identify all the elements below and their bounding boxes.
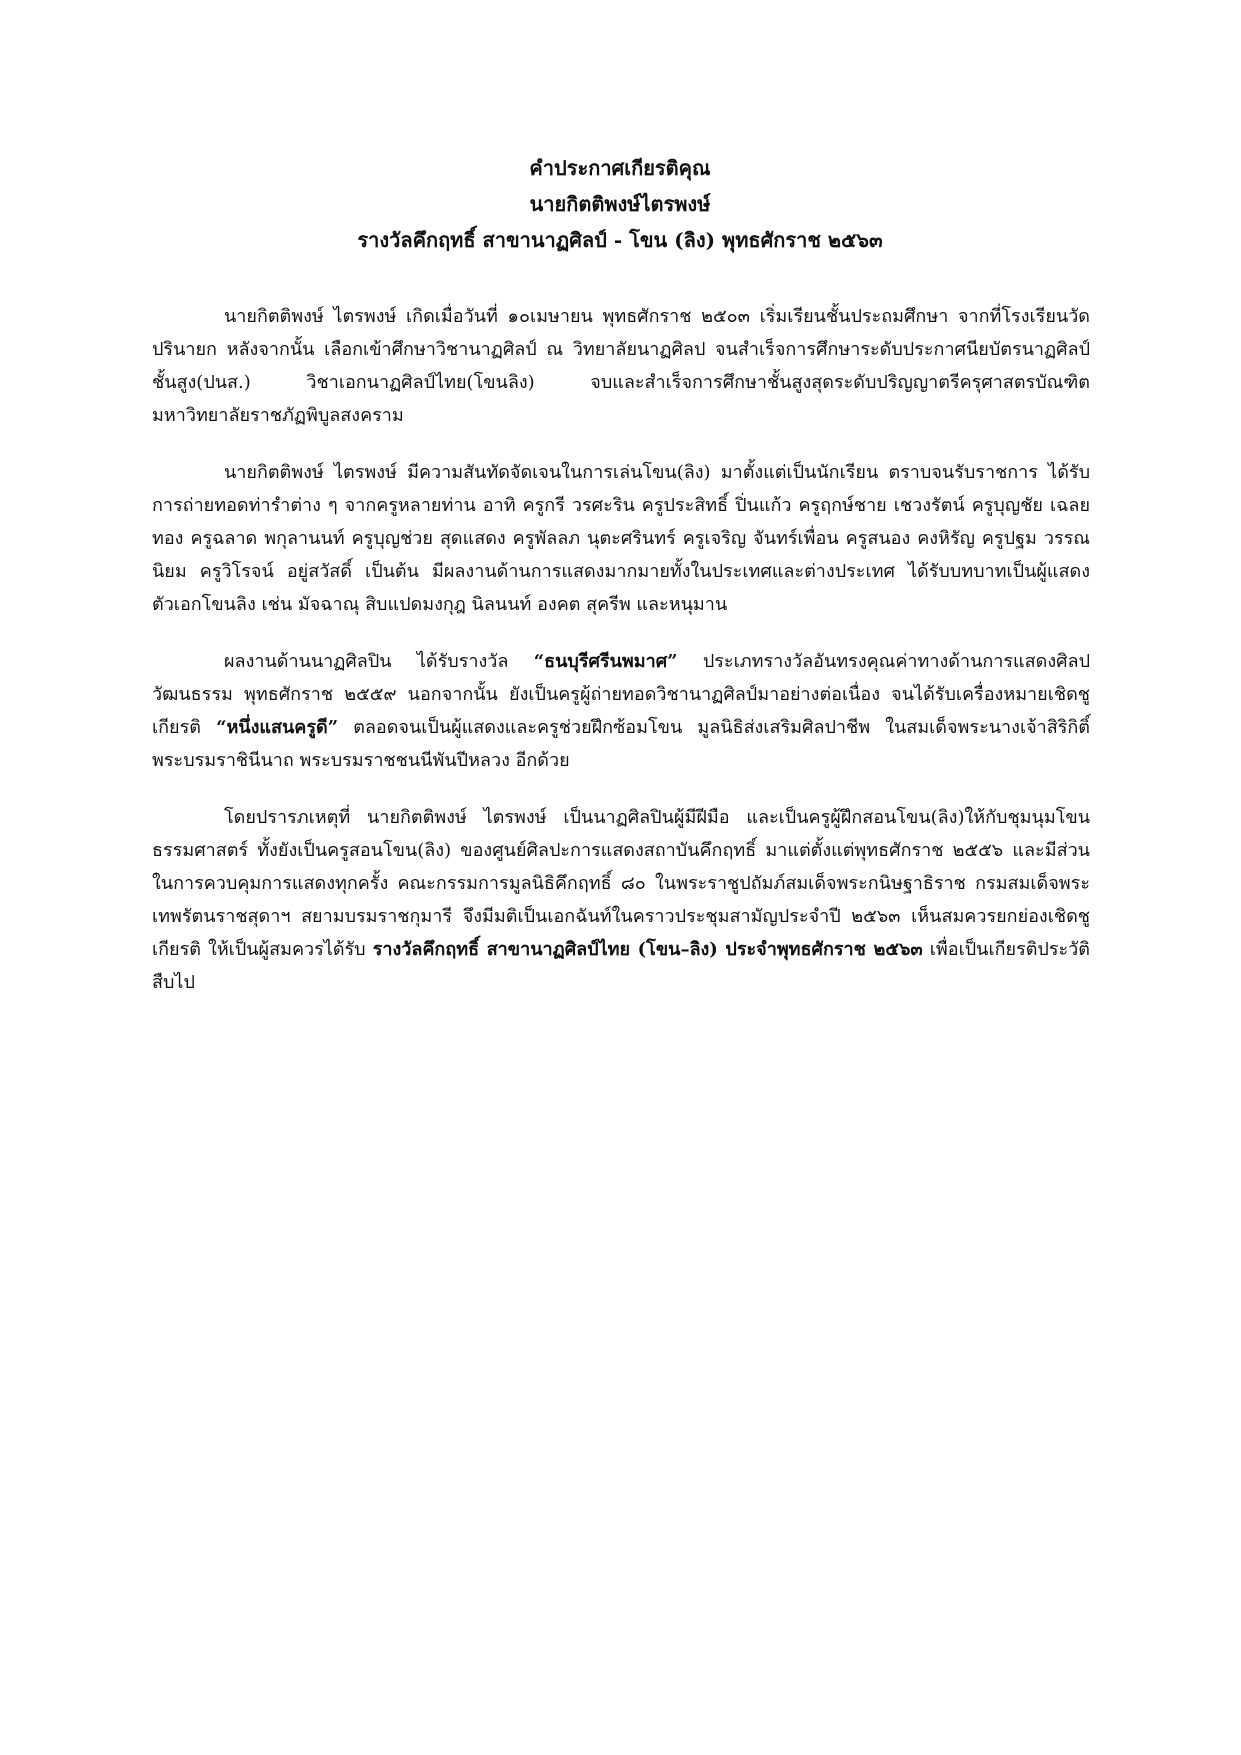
award-name-thonburi: “ธนบุรีศรีนพมาศ” — [533, 651, 678, 672]
award-name-kukrit: รางวัลคึกฤทธิ์ สาขานาฏศิลป์ไทย (โขน–ลิง) ประจำพุทธศักราช ๒๕๖๓ — [372, 939, 923, 960]
document-body — [152, 300, 1090, 1023]
header-award-line: รางวัลคึกฤทธิ์ สาขานาฏศิลป์ - โขน (ลิง) พุทธศักราช ๒๕๖๓ — [357, 228, 883, 252]
achievements-text-1: ผลงานด้านนาฏศิลปิน ได้รับรางวัล — [224, 651, 534, 672]
resolution-text-2: เพื่อเป็นเกียรติประวัติสืบไป — [152, 939, 1090, 993]
header-title: คำประกาศเกียรติคุณ — [529, 156, 711, 180]
paragraph-training — [152, 456, 1090, 621]
achievements-text-3: ตลอดจนเป็นผู้แสดงและครูช่วยฝึกซ้อมโขน มูลนิธิส่งเสริมศิลปาชีพ ในสมเด็จพระนางเจ้าสิริกิติ์ พระบรมราชินีนาถ พระบรมราชชนนีพันปีหลวง อีกด้วย — [152, 717, 1090, 771]
award-name-good-teacher: “หนึ่งแสนครูดี” — [216, 717, 339, 738]
header-honoree-name: นายกิตติพงษ์ไตรพงษ์ — [529, 192, 711, 216]
paragraph-biography — [152, 300, 1090, 432]
achievements-text-2: ประเภทรางวัลอันทรงคุณค่าทางด้านการแสดงศิลปวัฒนธรรม พุทธศักราช ๒๕๕๙ นอกจากนั้น ยังเป็นครูผู้ถ่ายทอดวิชานาฏศิลป์มาอย่างต่อเนื่อง จนได้รับเครื่องหมายเชิดชูเกียรติ — [152, 651, 1090, 738]
paragraph-training-text: นายกิตติพงษ์ ไตรพงษ์ มีความสันทัดจัดเจนในการเล่นโขน(ลิง) มาตั้งแต่เป็นนักเรียน ตราบจนรับราชการ ได้รับการถ่ายทอดท่ารำต่าง ๆ จากครูหลายท่าน อาทิ ครูกรี วรศะริน ครูประสิทธิ์ ปิ่นแก้ว ครูฤกษ์ชาย เชวงรัตน์ ครูบุญชัย เฉลยทอง ครูฉลาด พกุลานนท์ ครูบุญช่วย สุดแสดง ครูพัลลภ นุตะศรินทร์ ครูเจริญ จันทร์เพื่อน ครูสนอง คงหิรัญ ครูปฐม วรรณนิยม ครูวิโรจน์ อยู่สวัสดิ์ เป็นต้น มีผลงานด้านการแสดงมากมายทั้งในประเทศและต่างประเทศ ได้รับบทบาทเป็นผู้แสดงตัวเอกโขนลิง เช่น มัจฉาณุ สิบแปดมงกุฎ นิลนนท์ องคต สุครีพ และหนุมาน — [152, 462, 1090, 615]
paragraph-biography-text: นายกิตติพงษ์ ไตรพงษ์ เกิดเมื่อวันที่ ๑๐เมษายน พุทธศักราช ๒๕๐๓ เริ่มเรียนชั้นประถมศึกษา จากที่โรงเรียนวัดปรินายก หลังจากนั้น เลือกเข้าศึกษาวิชานาฏศิลป์ ณ วิทยาลัยนาฏศิลป จนสำเร็จการศึกษาระดับประกาศนียบัตรนาฏศิลป์ชั้นสูง(ปนส.) วิชาเอกนาฏศิลป์ไทย(โขนลิง) จบและสำเร็จการศึกษาชั้นสูงสุดระดับปริญญาตรีครุศาสตรบัณฑิต มหาวิทยาลัยราชภัฏพิบูลสงคราม — [152, 306, 1090, 426]
paragraph-resolution — [152, 801, 1090, 999]
resolution-text-1: โดยปรารภเหตุที่ นายกิตติพงษ์ ไตรพงษ์ เป็นนาฏศิลปินผู้มีฝีมือ และเป็นครูผู้ฝึกสอนโขน(ลิง)ให้กับชุมนุมโขนธรรมศาสตร์ ทั้งยังเป็นครูสอนโขน(ลิง) ของศูนย์ศิลปะการแสดงสถาบันคึกฤทธิ์ มาแต่ตั้งแต่พุทธศักราช ๒๕๕๖ และมีส่วนในการควบคุมการแสดงทุกครั้ง คณะกรรมการมูลนิธิคึกฤทธิ์ ๘๐ ในพระราชูปถัมภ์สมเด็จพระกนิษฐาธิราช กรมสมเด็จพระเทพรัตนราชสุดาฯ สยามบรมราชกุมารี จึงมีมติเป็นเอกฉันท์ในคราวประชุมสามัญประจำปี ๒๕๖๓ เห็นสมควรยกย่องเชิดชูเกียรติ ให้เป็นผู้สมควรได้รับ — [152, 807, 1090, 960]
document-header — [150, 150, 1090, 258]
paragraph-achievements — [152, 645, 1090, 777]
